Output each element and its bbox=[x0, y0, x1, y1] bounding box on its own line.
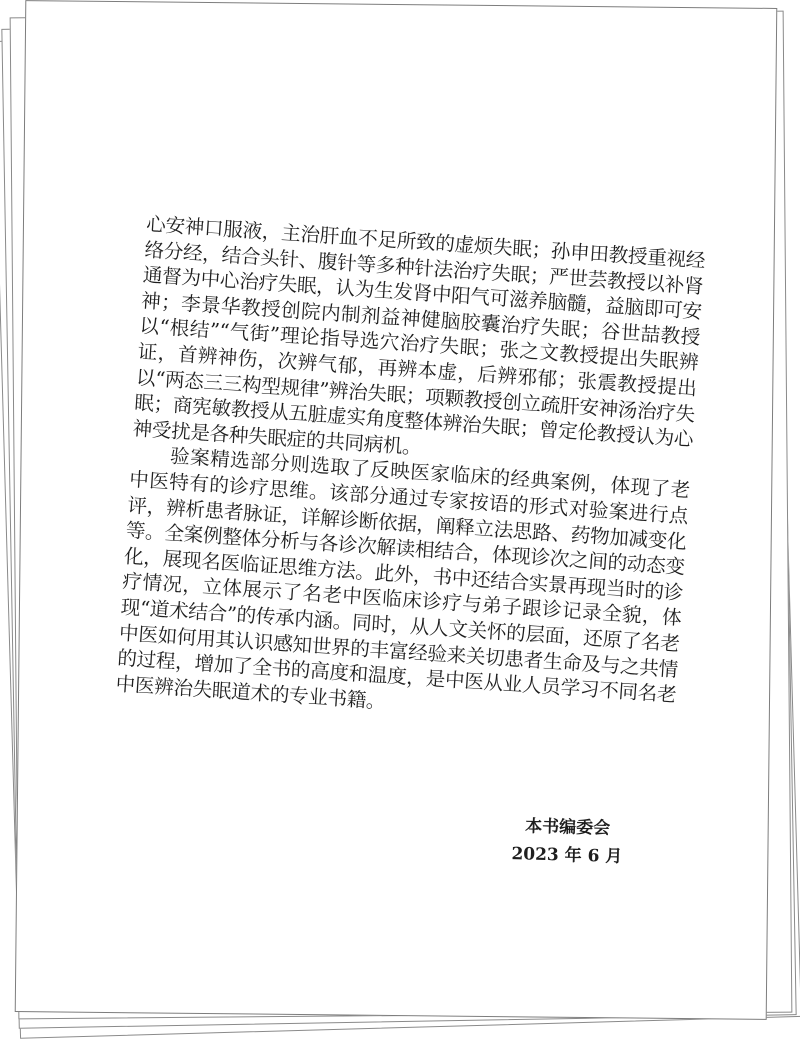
paragraph-case-selection: 验案精选部分则选取了反映医家临床的经典案例，体现了老中医特有的诊疗思维。该部分通过专家按语的形式对验案进行点评，辨析患者脉证，详解诊断依据，阐释立法思路、药物加减变化等。全案例整体分析与各诊次解读相结合，体现诊次之间的动态变化，展现名医临证思维方法。此外，书中还结合实景再现当时的诊疗情况，立体展示了名老中医临床诊疗与弟子跟诊记录全貌，体现“道术结合”的传承内涵。同时，从人文关怀的层面，还原了名老中医如何用其认识感知世界的丰富经验来关切患者生命及与之共情的过程，增加了全书的高度和温度，是中医从业人员学习不同名老中医辨治失眠道术的专业书籍。 bbox=[114, 444, 691, 713]
editorial-board-signature: 本书编委会 bbox=[524, 816, 611, 839]
signature-block bbox=[507, 812, 628, 871]
publication-date: 2023 年 6 月 bbox=[511, 844, 623, 868]
paragraph-continued: 心安神口服液，主治肝血不足所致的虚烦失眠；孙申田教授重视经络分经，结合头针、腹针等多种针法治疗失眠；严世芸教授以补肾通督为中心治疗失眠，认为生发肾中阳气可滋养脑髓，益脑即可安神；李景华教授创院内制剂益神健脑胶囊治疗失眠；谷世喆教授以“根结”“气街”理论指导选穴治疗失眠；张之文教授提出失眠辨证，首辨神伤，次辨气郁，再辨本虚，后辨邪郁；张震教授提出以“两态三三构型规律”辨治失眠；项颗教授创立疏肝安神汤治疗失眠；商宪敏教授从五脏虚实角度整体辨治失眠；曾定伦教授认为心神受扰是各种失眠症的共同病机。 bbox=[131, 212, 706, 459]
body-text bbox=[115, 211, 706, 733]
front-page bbox=[15, 0, 778, 1020]
